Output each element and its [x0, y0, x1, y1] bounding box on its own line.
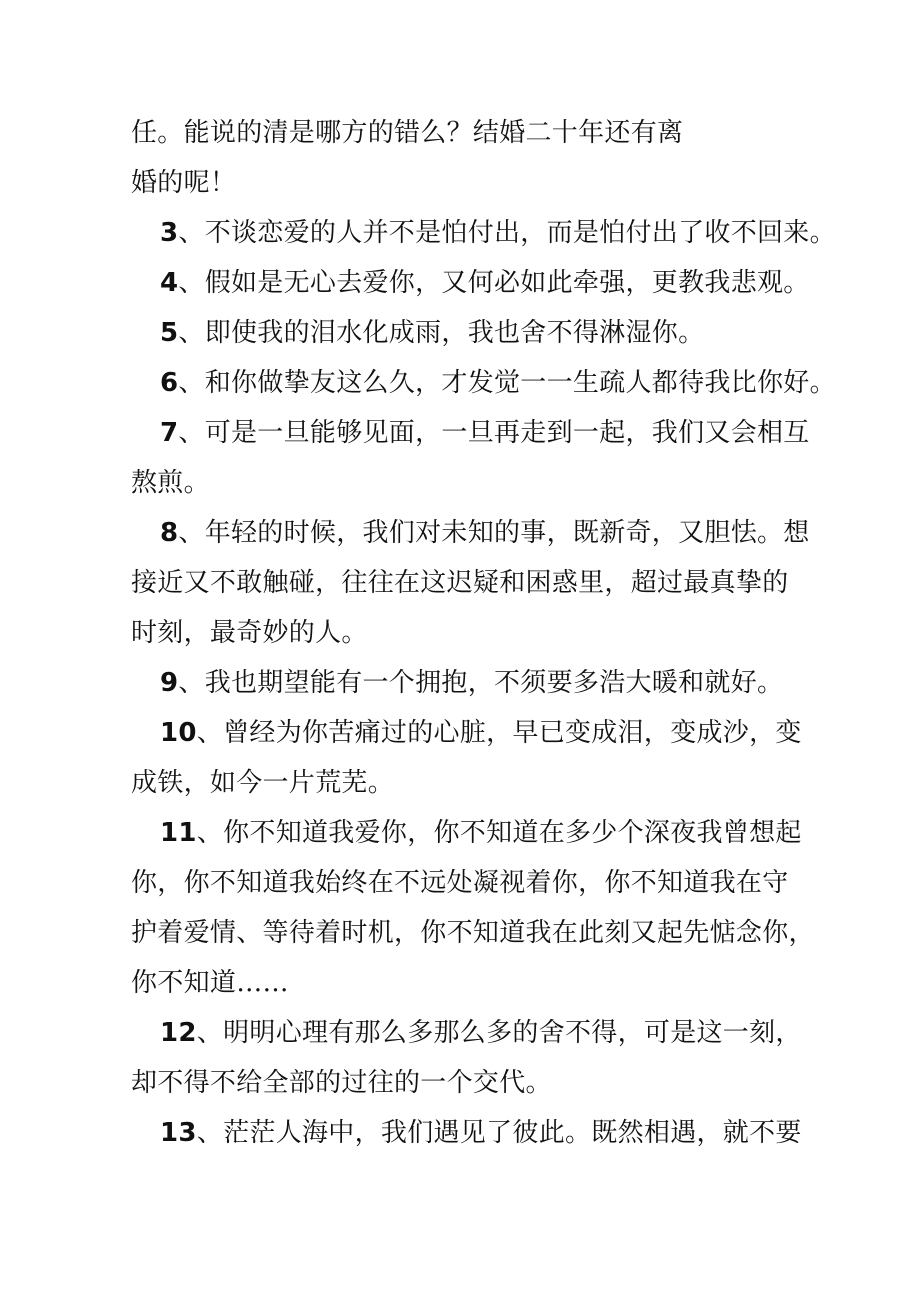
item-number: 9: [160, 668, 179, 698]
line-text: 接近又不敢触碰，往往在这迟疑和困惑里，超过最真挚的: [131, 568, 789, 598]
list-item-4: [160, 268, 810, 298]
item-number: 13: [160, 1118, 197, 1148]
list-item-3: [160, 218, 836, 248]
line-text: 、不谈恋爱的人并不是怕付出，而是怕付出了收不回来。: [178, 218, 836, 248]
line-text: 任。能说的清是哪方的错么？结婚二十年还有离: [131, 118, 684, 148]
text-line: [131, 1068, 552, 1098]
item-number: 12: [160, 1018, 197, 1048]
line-text: 、假如是无心去爱你，又何必如此牵强，更教我悲观。: [178, 268, 810, 298]
line-text: 、明明心理有那么多那么多的舍不得，可是这一刻，: [196, 1018, 802, 1048]
text-line: [131, 868, 789, 898]
line-text: 、你不知道我爱你，你不知道在多少个深夜我曾想起: [196, 818, 802, 848]
line-text: 熬煎。: [131, 468, 210, 498]
item-number: 3: [160, 218, 179, 248]
item-number: 7: [160, 418, 179, 448]
line-text: 、曾经为你苦痛过的心脏，早已变成泪，变成沙，变: [196, 718, 802, 748]
item-number: 10: [160, 718, 197, 748]
list-item-8: [160, 518, 810, 548]
text-line: [131, 568, 789, 598]
text-line: [131, 468, 210, 498]
text-line: [131, 168, 236, 198]
item-number: 5: [160, 318, 179, 348]
item-number: 6: [160, 368, 179, 398]
list-item-6: [160, 368, 836, 398]
line-text: 、即使我的泪水化成雨，我也舍不得淋湿你。: [178, 318, 705, 348]
list-item-12: [160, 1018, 802, 1048]
line-text: 、可是一旦能够见面，一旦再走到一起，我们又会相互: [178, 418, 810, 448]
list-item-7: [160, 418, 810, 448]
line-text: 却不得不给全部的过往的一个交代。: [131, 1068, 552, 1098]
list-item-13: [160, 1118, 802, 1148]
line-text: 、年轻的时候，我们对未知的事，既新奇，又胆怯。想: [178, 518, 810, 548]
text-line: [131, 768, 394, 798]
line-text: 时刻，最奇妙的人。: [131, 618, 368, 648]
line-text: 、我也期望能有一个拥抱，不须要多浩大暖和就好。: [178, 668, 784, 698]
list-item-10: [160, 718, 802, 748]
list-item-9: [160, 668, 783, 698]
line-text: 、和你做挚友这么久，才发觉一一生疏人都待我比你好。: [178, 368, 836, 398]
item-number: 8: [160, 518, 179, 548]
line-text: 、茫茫人海中，我们遇见了彼此。既然相遇，就不要: [196, 1118, 802, 1148]
list-item-5: [160, 318, 704, 348]
text-line: [131, 618, 368, 648]
item-number: 11: [160, 818, 197, 848]
line-text: 护着爱情、等待着时机，你不知道我在此刻又起先惦念你，: [131, 918, 815, 948]
line-text: 成铁，如今一片荒芜。: [131, 768, 395, 798]
text-line: [131, 918, 815, 948]
line-text: 婚的呢！: [131, 168, 237, 198]
list-item-11: [160, 818, 802, 848]
item-number: 4: [160, 268, 179, 298]
line-text: 你不知道……: [131, 968, 289, 998]
line-text: 你，你不知道我始终在不远处凝视着你，你不知道我在守: [131, 868, 789, 898]
text-line: [131, 968, 289, 998]
text-line: [131, 118, 683, 148]
